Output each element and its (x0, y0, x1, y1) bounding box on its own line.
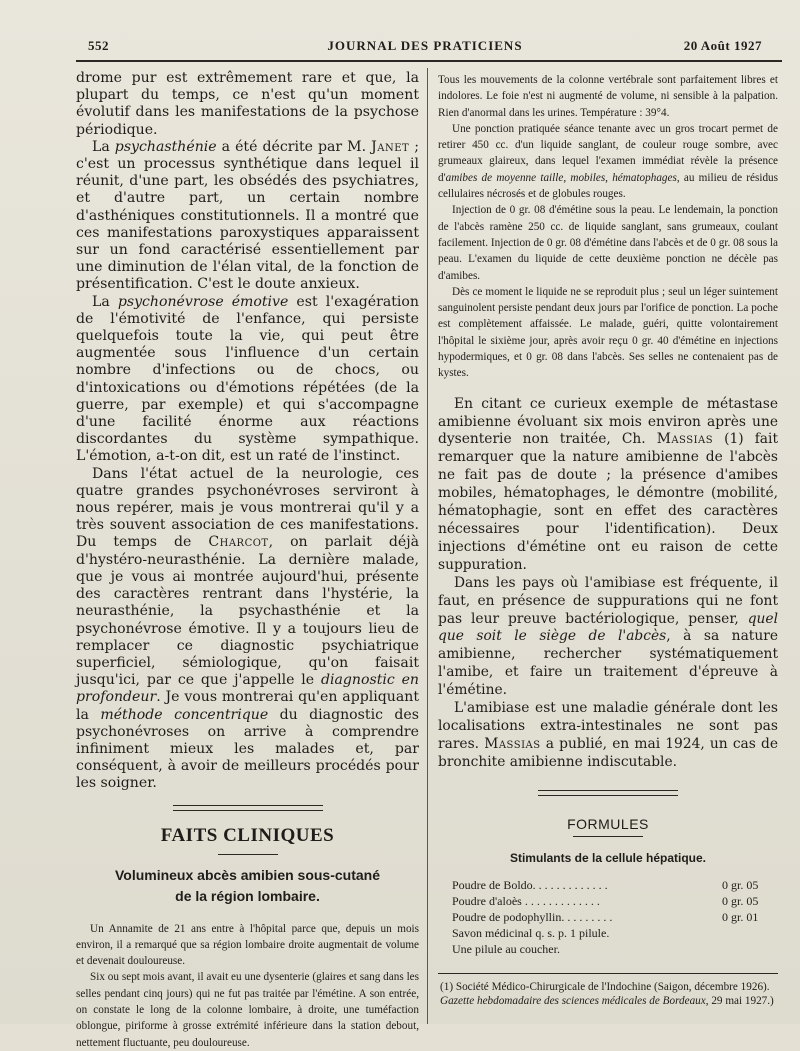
paragraph: Injection de 0 gr. 08 d'émétine sous la peau. Le lendemain, la ponction de l'abcès ramène 250 cc. de liquide sanglant, sans grumeaux, coulant facilement. Injection de 0 gr. 08 d'émétine dans l'abcès et de 0 gr. 08 sous la peau. L'examen du liquide de cette deuxième ponction ne décèle pas d'amibes. (438, 204, 778, 282)
author-name: Massias (656, 431, 714, 448)
header-rule (76, 60, 782, 62)
paragraph: La psychasthénie a été décrite par M. Janet ; c'est un processus synthétique dans lequel il réunit, d'une part, les obsédés des psychiatres, et d'autre part, un certain nombre d'asthéniques constitutionnels. Il a montré que ces manifestations paroxystiques apparaissent sur un fond caractérisé essentiellement par une diminution de l'élan vital, de la fonction de présentification. C'est le doute anxieux. (76, 138, 419, 293)
prescription-row (452, 893, 778, 909)
author-name: Massias (484, 735, 541, 752)
emphasis: quel que soit le siège de l'abcès (438, 610, 778, 645)
paragraph: Tous les mouvements de la colonne vertébrale sont parfaitement libres et indolores. Le foie n'est ni augmenté de volume, ni sensible à la palpation. Rien d'anormal dans les urines. Température : 39°4. (438, 74, 778, 119)
prescription-row (452, 877, 778, 893)
ingredient: Poudre de podophyllin. . . . . . . . . (452, 909, 613, 924)
emphasis: méthode concentrique (100, 706, 269, 723)
paragraph: En citant ce curieux exemple de métastase amibienne évoluant six mois environ après une dysenterie non traitée, Ch. Massias (1) fait remarquer que la nature amibienne de l'abcès ne fait pas de doute ; la présence d'amibes mobiles, hématophages, le démontre (mobilité, hématophagie, sont en effet des caractères nécessaires pour l'identification). Deux injections d'émétine ont eu raison de cette suppuration. (438, 395, 778, 573)
paragraph: Six ou sept mois avant, il avait eu une dysenterie (glaires et sang dans les selles pendant cinq jours) qui ne fut pas traitée par l'émétine. A son entrée, on constate le long de la colonne lombaire, à droite, une tuméfaction oblongue, piriforme à grosse extrémité inférieure dans la station debout, nettement fluctuante, peu douloureuse. (76, 971, 419, 1049)
formule-subtitle: Stimulants de la cellule hépatique. (509, 850, 707, 865)
formules-title: FORMULES (567, 815, 649, 832)
emphasis: psychonévrose émotive (117, 293, 289, 310)
running-header (88, 38, 762, 58)
paragraph: La psychonévrose émotive est l'exagération de l'émotivité de l'enfance, qui persiste quelquefois toute la vie, qui peut être augmentée sous l'influence d'un certain nombre d'infections ou de chocs, ou d'intoxications ou d'émotions répétées (de la guerre, par exemple) et qui s'accompagne d'une facilité énorme aux réactions discordantes du système sympathique. L'émotion, a-t-on dit, est un raté de l'instinct. (76, 293, 419, 465)
section-rule (538, 790, 678, 796)
issue-date: 20 Août 1927 (683, 38, 762, 53)
ingredient: Poudre de Boldo. . . . . . . . . . . . . (452, 877, 608, 892)
page-number: 552 (88, 38, 109, 53)
left-column (76, 70, 419, 1051)
emphasis: psychasthénie (114, 138, 217, 155)
paragraph: Dès ce moment le liquide ne se reproduit plus ; seul un léger suintement sanguinolent persiste pendant deux jours par l'orifice de ponction. La poche est complètement affaissée. Le malade, guéri, quitte volontairement l'hôpital le sixième jour, après avoir reçu 0 gr. 40 d'émétine en injections hypodermiques, et 0 gr. 08 dans l'abcès. Ses selles ne contenaient pas de kystes. (438, 285, 778, 380)
right-column (438, 72, 778, 1008)
footnote: (1) Société Médico-Chirurgicale de l'Indochine (Saigon, décembre 1926). Gazette hebdomadaire des sciences médicales de Bordeaux, 29 mai 1927.) (440, 980, 774, 1007)
column-divider (427, 68, 428, 1024)
dose: 0 gr. 05 (722, 877, 759, 892)
paragraph: Dans l'état actuel de la neurologie, ces quatre grandes psychonévroses serviront à nous repérer, mais je vous montrerai qu'il y a très souvent association de ces manifestations. Du temps de Charcot, on parlait déjà d'hystéro-neurasthénie. La dernière malade, que je vous ai montrée aujourd'hui, présente des caractères rentrant dans l'hystérie, la neurasthénie, la psychasthénie et la psychonévrose émotive. Il y a toujours lieu de remplacer ce diagnostic psychiatrique superficiel, sémiologique, qu'on faisait jusqu'ici, par ce que j'appelle le diagnostic en profondeur. Je vous montrerai qu'en appliquant la méthode concentrique du diagnostic des psychonévroses on arrive à comprendre infiniment mieux les malades et, par conséquent, à avoir de meilleurs procédés pour les soigner. (76, 465, 419, 792)
dose: 0 gr. 01 (722, 909, 759, 924)
prescription (438, 877, 778, 957)
prescription-row (452, 909, 778, 925)
title-underline (218, 854, 278, 855)
author-name: Charcot (208, 534, 269, 551)
paragraph: Dans les pays où l'amibiase est fréquente, il faut, en présence de suppurations qui ne font pas leur preuve bactériologique, penser, quel que soit le siège de l'abcès, à sa nature amibienne, rechercher systématiquement l'amibe, et faire un traitement d'épreuve à l'émétine. (438, 574, 778, 699)
dose: 0 gr. 05 (722, 893, 759, 908)
author-name: Janet (371, 138, 410, 155)
paragraph: Une ponction pratiquée séance tenante avec un gros trocart permet de retirer 450 cc. d'un liquide sanglant, de couleur rouge sombre, avec grumeaux glaireux, dans lequel l'examen immédiat révèle la présence d'amibes de moyenne taille, mobiles, hématophages, au milieu de résidus cellulaires nécrosés et de globules rouges. (438, 122, 778, 201)
section-rule (173, 805, 323, 811)
section-title: FAITS CLINIQUES (160, 824, 335, 846)
paragraph: drome pur est extrêmement rare et que, la plupart du temps, ce n'est qu'un moment évolutif dans les manifestations de la psychose périodique. (76, 70, 419, 138)
emphasis: Gazette hebdomadaire des sciences médicales de Bordeaux (440, 994, 706, 1007)
prescription-excipient: Savon médicinal q. s. p. 1 pilule. (452, 925, 610, 940)
paragraph: Un Annamite de 21 ans entre à l'hôpital parce que, depuis un mois environ, il a remarqué que sa région lombaire droite augmentait de volume et devenait douloureuse. (76, 922, 419, 968)
ingredient: Poudre d'aloès . . . . . . . . . . . . . (452, 893, 600, 908)
emphasis: amibes de moyenne taille, mobiles, hématophages (445, 171, 677, 184)
footnote-rule (438, 973, 778, 974)
paragraph: L'amibiase est une maladie générale dont les localisations extra-intestinales ne sont pas rares. Massias a publié, en mai 1924, un cas de bronchite amibienne indiscutable. (438, 700, 778, 770)
journal-title: JOURNAL DES PRATICIENS (327, 38, 523, 53)
emphasis: diagnostic en profondeur (76, 672, 419, 706)
article-title: Volumineux abcès amibien sous-cutané de la région lombaire. (114, 866, 381, 904)
title-underline (573, 836, 643, 837)
prescription-instruction: Une pilule au coucher. (452, 941, 560, 956)
